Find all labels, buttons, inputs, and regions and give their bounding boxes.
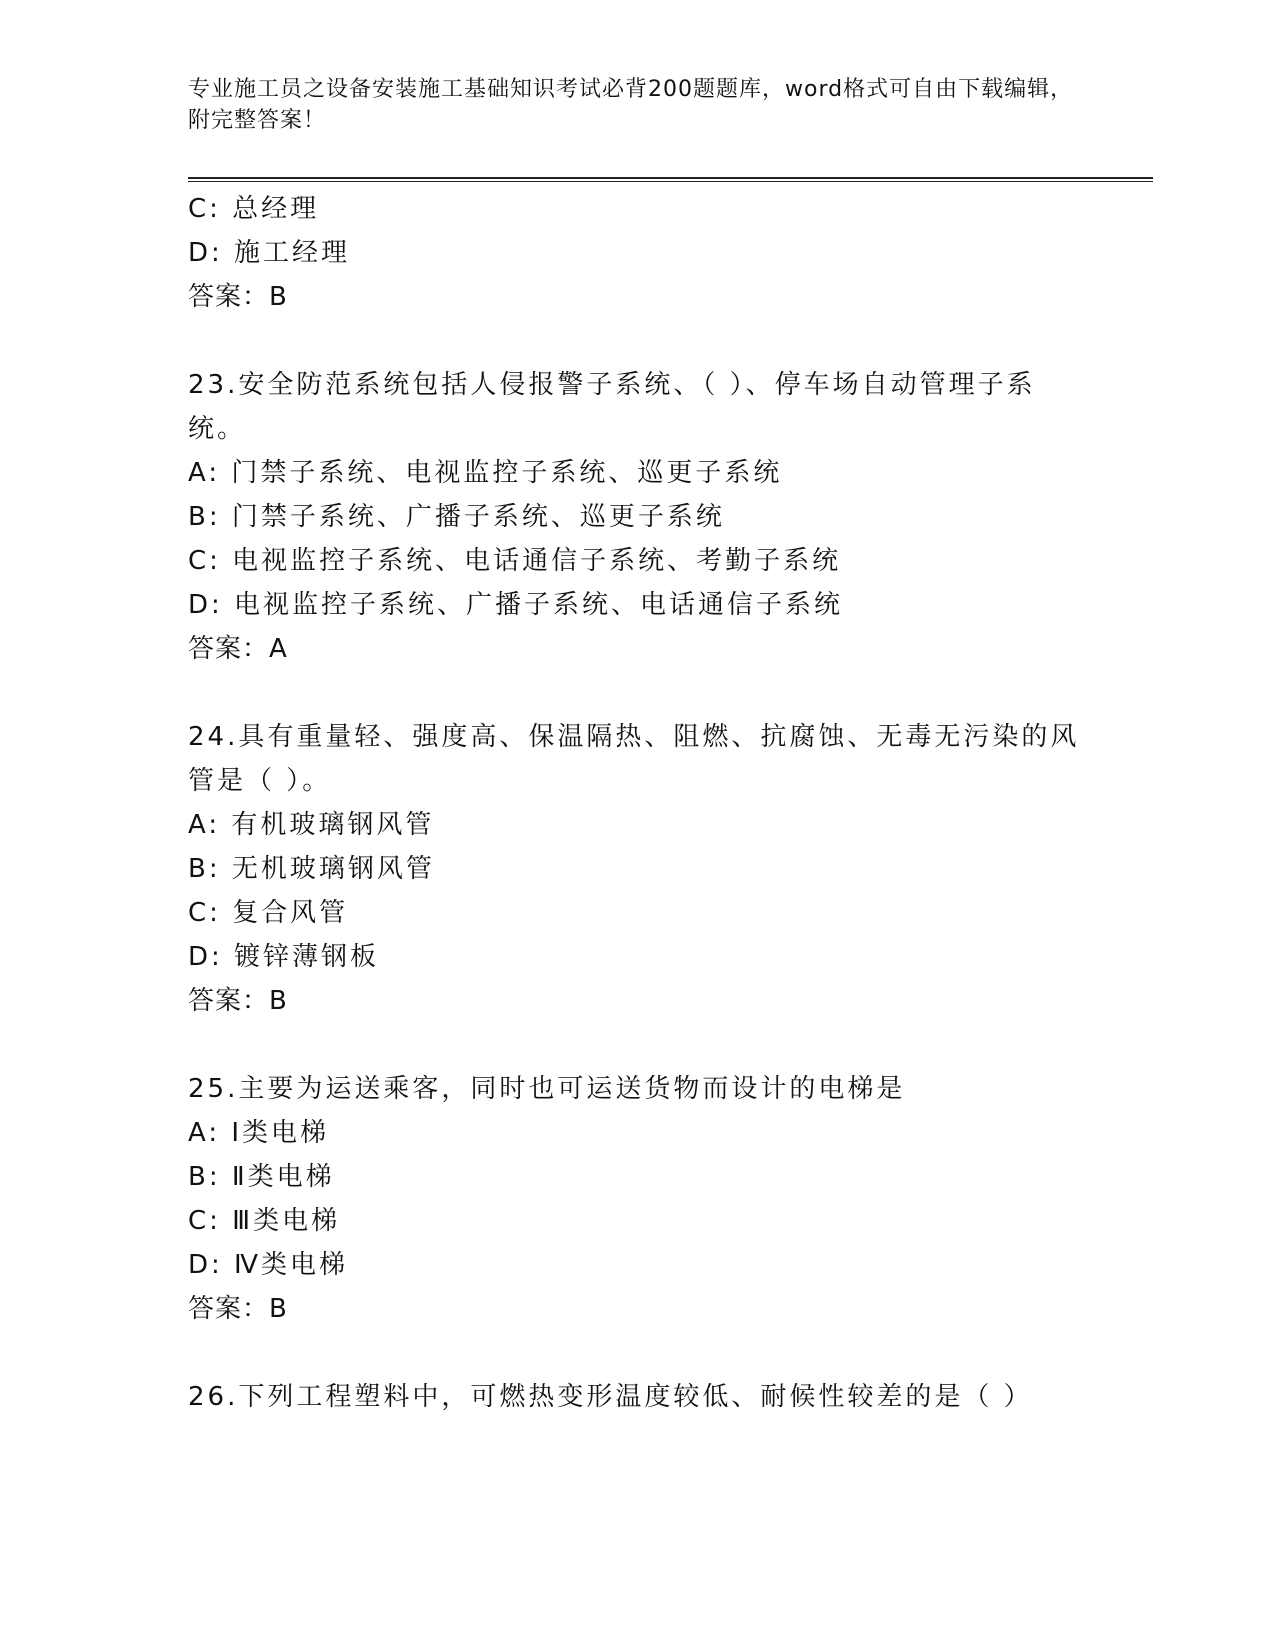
answer: 答案：B — [188, 986, 288, 1016]
option-d: D: 电视监控子系统、广播子系统、电话通信子系统 — [188, 590, 844, 620]
question-stem: 23.安全防范系统包括人侵报警子系统、（ ）、停车场自动管理子系 — [188, 370, 1036, 400]
option-b: B: 门禁子系统、广播子系统、巡更子系统 — [188, 502, 725, 532]
option-c: C: Ⅲ类电梯 — [188, 1206, 341, 1236]
option-d: D: 施工经理 — [188, 238, 351, 268]
option-a: A: 门禁子系统、电视监控子系统、巡更子系统 — [188, 458, 783, 488]
option-c: C: 复合风管 — [188, 898, 349, 928]
question-stem: 26.下列工程塑料中，可燃热变形温度较低、耐候性较差的是（ ） — [188, 1382, 1033, 1412]
question-stem: 25.主要为运送乘客，同时也可运送货物而设计的电梯是 — [188, 1074, 906, 1104]
answer: 答案：A — [188, 634, 288, 664]
option-d: D: Ⅳ类电梯 — [188, 1250, 349, 1280]
option-c: C: 电视监控子系统、电话通信子系统、考勤子系统 — [188, 546, 842, 576]
option-b: B: 无机玻璃钢风管 — [188, 854, 435, 884]
option-a: A: 有机玻璃钢风管 — [188, 810, 435, 840]
question-stem: 24.具有重量轻、强度高、保温隔热、阻燃、抗腐蚀、无毒无污染的风 — [188, 722, 1080, 752]
question-stem-continued: 统。 — [188, 414, 247, 444]
answer: 答案：B — [188, 282, 288, 312]
option-b: B: Ⅱ类电梯 — [188, 1162, 335, 1192]
option-a: A: Ⅰ类电梯 — [188, 1118, 330, 1148]
question-stem-continued: 管是（ ）。 — [188, 766, 332, 796]
option-c: C: 总经理 — [188, 194, 320, 224]
option-d: D: 镀锌薄钢板 — [188, 942, 380, 972]
document-header: 专业施工员之设备安装施工基础知识考试必背200题题库，word格式可自由下载编辑，附完整答案！ — [188, 77, 1074, 133]
header-rule-thick — [188, 177, 1153, 179]
header-rule-thin — [188, 181, 1153, 182]
answer: 答案：B — [188, 1294, 288, 1324]
